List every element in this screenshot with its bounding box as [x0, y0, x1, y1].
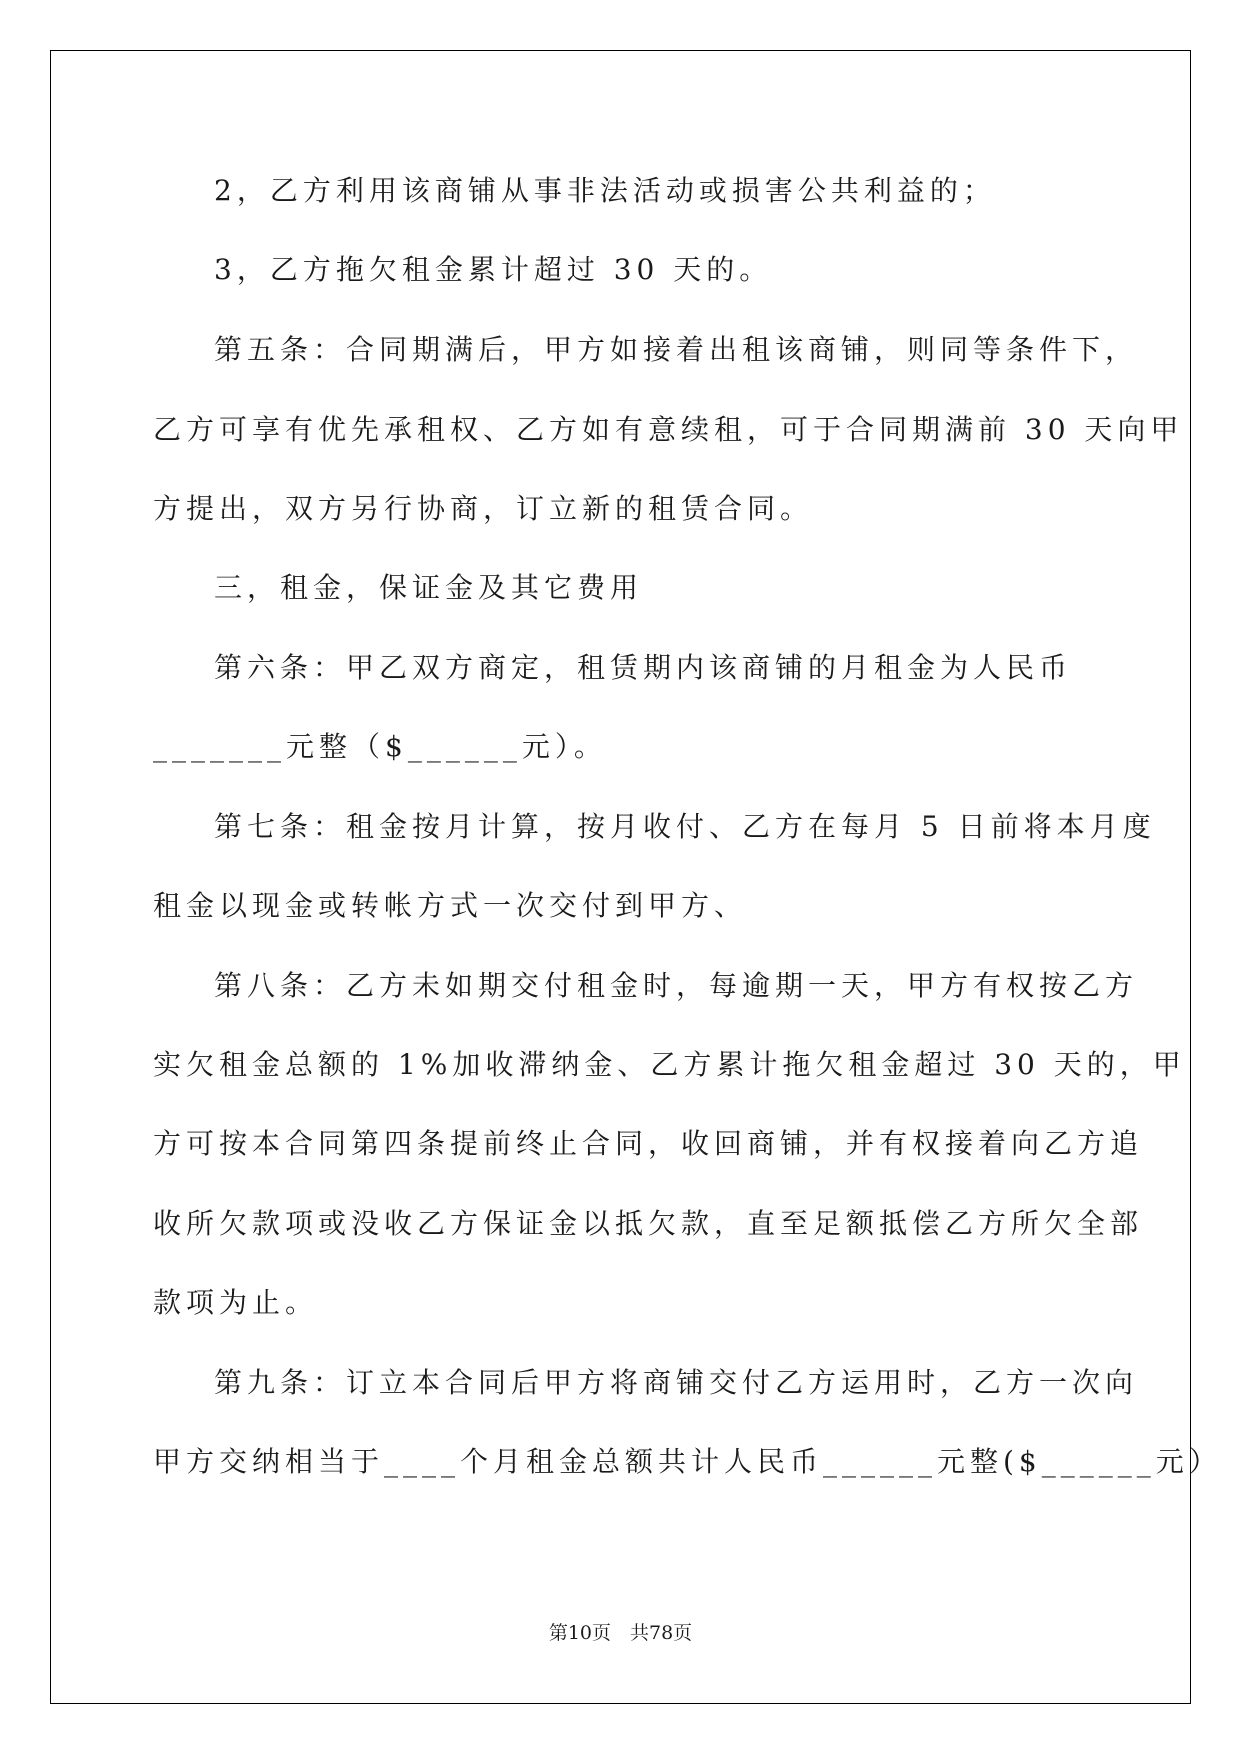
text-line-9: 第七条：租金按月计算，按月收付、乙方在每月 5 日前将本月度 — [214, 810, 1156, 843]
text-line-6: 三，租金，保证金及其它费用 — [214, 571, 644, 604]
text-line-3: 第五条：合同期满后，甲方如接着出租该商铺，则同等条件下， — [214, 333, 1139, 366]
text-line-17: 甲方交纳相当于____个月租金总额共计人民币______元整($______元） — [153, 1445, 1222, 1478]
text-line-10: 租金以现金或转帐方式一次交付到甲方、 — [153, 889, 748, 922]
text-line-11: 第八条：乙方未如期交付租金时，每逾期一天，甲方有权按乙方 — [214, 969, 1139, 1002]
text-line-12: 实欠租金总额的 1%加收滞纳金、乙方累计拖欠租金超过 30 天的，甲 — [153, 1048, 1186, 1081]
text-line-2: 3，乙方拖欠租金累计超过 30 天的。 — [214, 253, 773, 286]
text-line-5: 方提出，双方另行协商，订立新的租赁合同。 — [153, 492, 814, 525]
text-line-15: 款项为止。 — [153, 1286, 319, 1319]
text-line-16: 第九条：订立本合同后甲方将商铺交付乙方运用时，乙方一次向 — [214, 1366, 1139, 1399]
text-line-1: 2，乙方利用该商铺从事非法活动或损害公共利益的； — [214, 174, 996, 207]
text-line-4: 乙方可享有优先承租权、乙方如有意续租，可于合同期满前 30 天向甲 — [153, 413, 1184, 446]
page-number-footer: 第10页 共78页 — [548, 1622, 693, 1644]
text-line-8: _______元整（$______元）。 — [153, 730, 607, 763]
text-line-13: 方可按本合同第四条提前终止合同，收回商铺，并有权接着向乙方追 — [153, 1127, 1144, 1160]
text-line-7: 第六条：甲乙双方商定，租赁期内该商铺的月租金为人民币 — [214, 651, 1073, 684]
text-line-14: 收所欠款项或没收乙方保证金以抵欠款，直至足额抵偿乙方所欠全部 — [153, 1207, 1144, 1240]
